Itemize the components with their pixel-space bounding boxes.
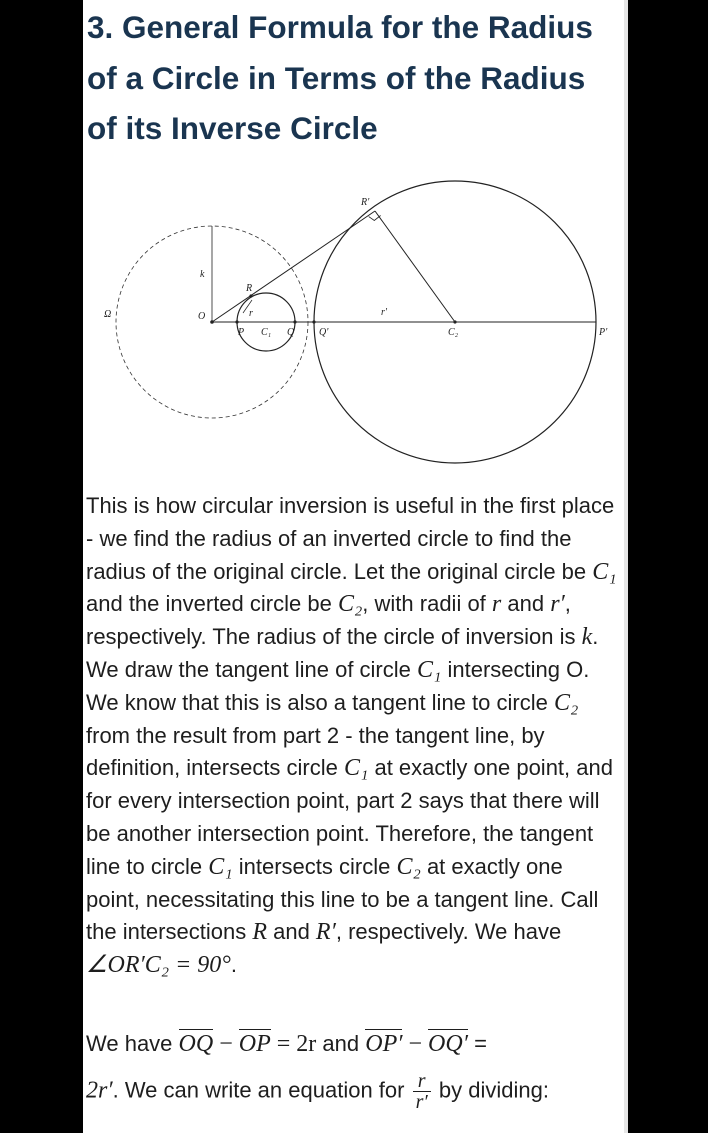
label-r-prime-radius: r' — [381, 307, 388, 318]
label-omega: Ω — [104, 309, 112, 320]
label-p: P — [238, 327, 245, 338]
fraction-r-over-r-prime: $\frac{r}{r'}$ — [413, 1071, 431, 1112]
label-q-prime: Q' — [319, 327, 329, 338]
segment-op-prime: OP′ — [365, 1031, 403, 1057]
point-q-prime — [312, 320, 315, 323]
point-o — [210, 320, 214, 324]
label-o: O — [198, 311, 206, 322]
fraction-line: 2r′. We can write an equation for $\frac{r}{r'}$ by dividing: — [86, 1070, 549, 1113]
document-page — [83, 0, 624, 1133]
label-r: r — [249, 308, 253, 319]
label-k: k — [200, 269, 205, 280]
point-r — [249, 294, 252, 297]
scroll-edge — [624, 0, 628, 1133]
tangent-line — [212, 211, 375, 322]
body-paragraph: This is how circular inversion is useful in the first place - we find the radius of an inverted circle to find the radius of the original circle. Let the original circle be C₁ and the inverted circle be C₂, with radii of r and r′, respectively. The radius of the circle of inversion is k. We draw the tangent line of circle C₁ intersecting O. We know that this is also a tangent line to circle C₂ from the result from part 2 - the tangent line, by definition, intersects circle C₁ at exactly one point, and for every intersection point, part 2 says that there will be another intersection point. Therefore, the tangent line to circle C₁ intersects circle C₂ at exactly one point, necessitating this line to be a tangent line. Call the intersections R and R′, respectively. We have ∠OR′C₂ = 90°. — [86, 493, 617, 979]
segment-oq: OQ — [178, 1031, 214, 1057]
segment-op: OP — [238, 1031, 271, 1057]
point-q — [293, 320, 296, 323]
point-c2 — [453, 320, 456, 323]
label-r-prime: R' — [361, 197, 370, 208]
label-c2: C₂ — [448, 327, 459, 338]
radius-r-prime-line — [375, 211, 455, 322]
equation-line: We have OQ − OP = 2r and OP′ − OQ′ = — [86, 1031, 487, 1057]
segment-oq-prime: OQ′ — [428, 1031, 468, 1057]
label-q: Q — [287, 327, 295, 338]
label-r-point: R — [246, 283, 253, 294]
label-p-prime: P' — [599, 327, 608, 338]
inversion-diagram — [83, 180, 624, 470]
label-c1: C₁ — [261, 327, 272, 338]
section-heading: 3. General Formula for the Radius of a Circle in Terms of the Radius of its Inverse Circle — [87, 9, 593, 146]
point-p — [235, 320, 238, 323]
